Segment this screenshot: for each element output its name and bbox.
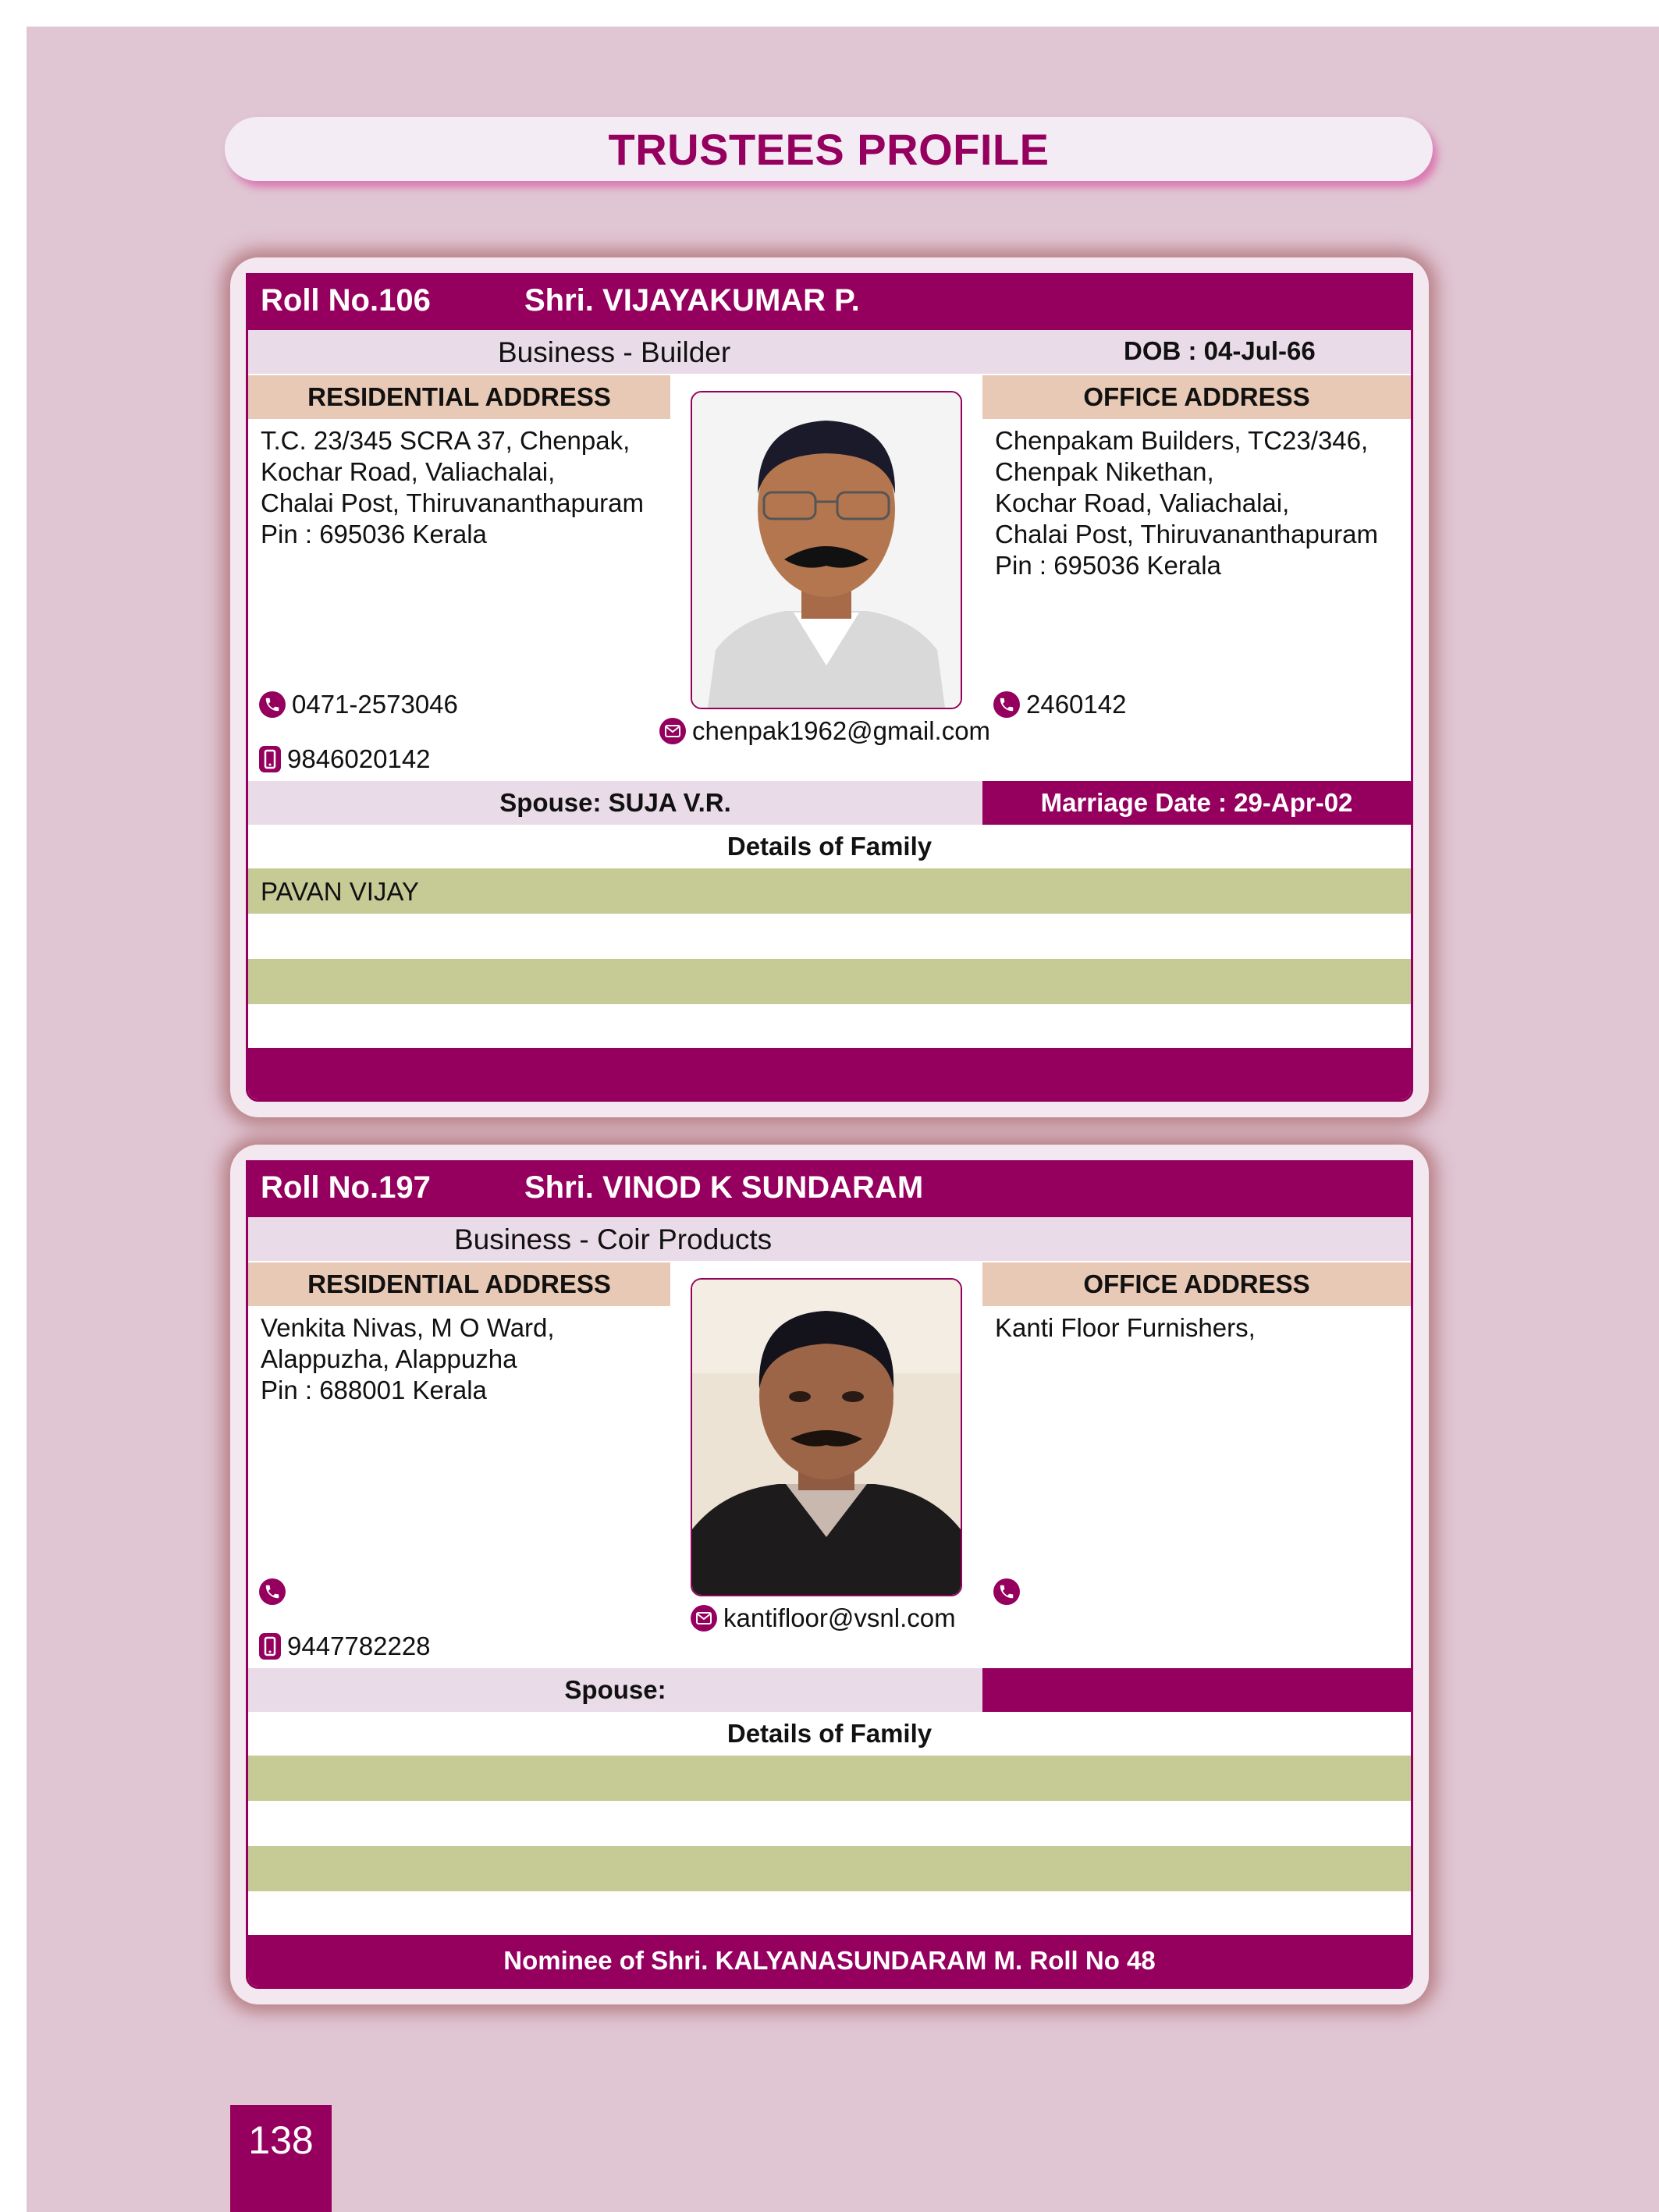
mobile-number[interactable]: 9846020142 xyxy=(287,744,431,773)
trustee-photo xyxy=(691,391,962,709)
marriage-date xyxy=(982,1668,1411,1712)
email-address[interactable]: kantifloor@vsnl.com xyxy=(723,1603,956,1632)
trustee-name: Shri. VIJAYAKUMAR P. xyxy=(524,283,860,318)
family-member: PAVAN VIJAY xyxy=(261,877,419,906)
trustee-header xyxy=(248,1163,1411,1217)
office-phone xyxy=(993,1575,1026,1609)
trustee-card xyxy=(230,257,1429,1117)
date-of-birth: DOB : 04-Jul-66 xyxy=(1124,336,1316,365)
office-address-header: OFFICE ADDRESS xyxy=(982,375,1411,419)
family-row xyxy=(248,914,1411,959)
business-type: Business - Coir Products xyxy=(454,1223,773,1255)
email xyxy=(659,714,990,748)
page-title-banner xyxy=(225,117,1433,181)
roll-number: Roll No.197 xyxy=(261,1170,431,1205)
phone-icon xyxy=(993,1578,1020,1605)
family-row xyxy=(248,1846,1411,1891)
mobile-number[interactable]: 9447782228 xyxy=(287,1631,431,1660)
business-type: Business - Builder xyxy=(498,336,731,368)
residential-phone-number[interactable]: 0471-2573046 xyxy=(292,690,458,719)
spouse-name: Spouse: xyxy=(248,1668,982,1712)
mobile-icon xyxy=(259,746,281,772)
family-details-title: Details of Family xyxy=(726,832,933,861)
residential-address-header: RESIDENTIAL ADDRESS xyxy=(248,1262,670,1306)
trustee-name: Shri. VINOD K SUNDARAM xyxy=(524,1170,924,1205)
residential-address: T.C. 23/345 SCRA 37, Chenpak, Kochar Road, Valiachalai, Chalai Post, Thiruvananthapuram Pin : 695036 Kerala xyxy=(261,426,645,549)
family-row xyxy=(248,868,1411,914)
family-details-title: Details of Family xyxy=(726,1719,933,1748)
business-row xyxy=(248,1217,1411,1261)
email-icon xyxy=(691,1605,717,1631)
card-footer: Nominee of Shri. KALYANASUNDARAM M. Roll No 48 xyxy=(248,1935,1411,1987)
portrait-illustration xyxy=(692,1280,961,1595)
office-address: Chenpakam Builders, TC23/346, Chenpak Nikethan, Kochar Road, Valiachalai, Chalai Post, Thiruvananthapuram Pin : 695036 Kerala xyxy=(995,426,1379,580)
residential-phone xyxy=(259,1575,292,1609)
family-row xyxy=(248,1891,1411,1937)
card-footer xyxy=(248,1048,1411,1099)
phone-icon xyxy=(259,1578,286,1605)
family-row xyxy=(248,1756,1411,1801)
page-number-tab xyxy=(230,2105,332,2212)
office-phone-number[interactable]: 2460142 xyxy=(1026,690,1127,719)
trustee-card-body xyxy=(246,1160,1413,1989)
portrait-illustration xyxy=(692,392,961,708)
marriage-date: Marriage Date : 29-Apr-02 xyxy=(982,781,1411,825)
trustee-photo xyxy=(691,1278,962,1596)
spouse-name: Spouse: SUJA V.R. xyxy=(248,781,982,825)
office-address-header: OFFICE ADDRESS xyxy=(982,1262,1411,1306)
page-number: 138 xyxy=(248,2118,314,2162)
office-phone xyxy=(993,687,1126,722)
office-address: Kanti Floor Furnishers, xyxy=(995,1313,1256,1342)
trustee-card xyxy=(230,1145,1429,2004)
family-row xyxy=(248,959,1411,1004)
trustee-card-body xyxy=(246,273,1413,1102)
mobile-phone xyxy=(259,1629,431,1663)
business-row xyxy=(248,330,1411,374)
page-title: TRUSTEES PROFILE xyxy=(608,124,1050,174)
mobile-phone xyxy=(259,742,431,776)
trustee-header xyxy=(248,275,1411,330)
phone-icon xyxy=(259,691,286,718)
residential-phone xyxy=(259,687,458,722)
email xyxy=(691,1601,956,1635)
phone-icon xyxy=(993,691,1020,718)
roll-number: Roll No.106 xyxy=(261,283,431,318)
family-row xyxy=(248,1801,1411,1846)
spouse-row xyxy=(248,1668,1411,1712)
mobile-icon xyxy=(259,1633,281,1660)
residential-address-header: RESIDENTIAL ADDRESS xyxy=(248,375,670,419)
residential-address: Venkita Nivas, M O Ward, Alappuzha, Alappuzha Pin : 688001 Kerala xyxy=(261,1313,555,1404)
family-row xyxy=(248,1004,1411,1049)
email-icon xyxy=(659,718,686,744)
email-address[interactable]: chenpak1962@gmail.com xyxy=(692,716,991,745)
spouse-row xyxy=(248,781,1411,825)
